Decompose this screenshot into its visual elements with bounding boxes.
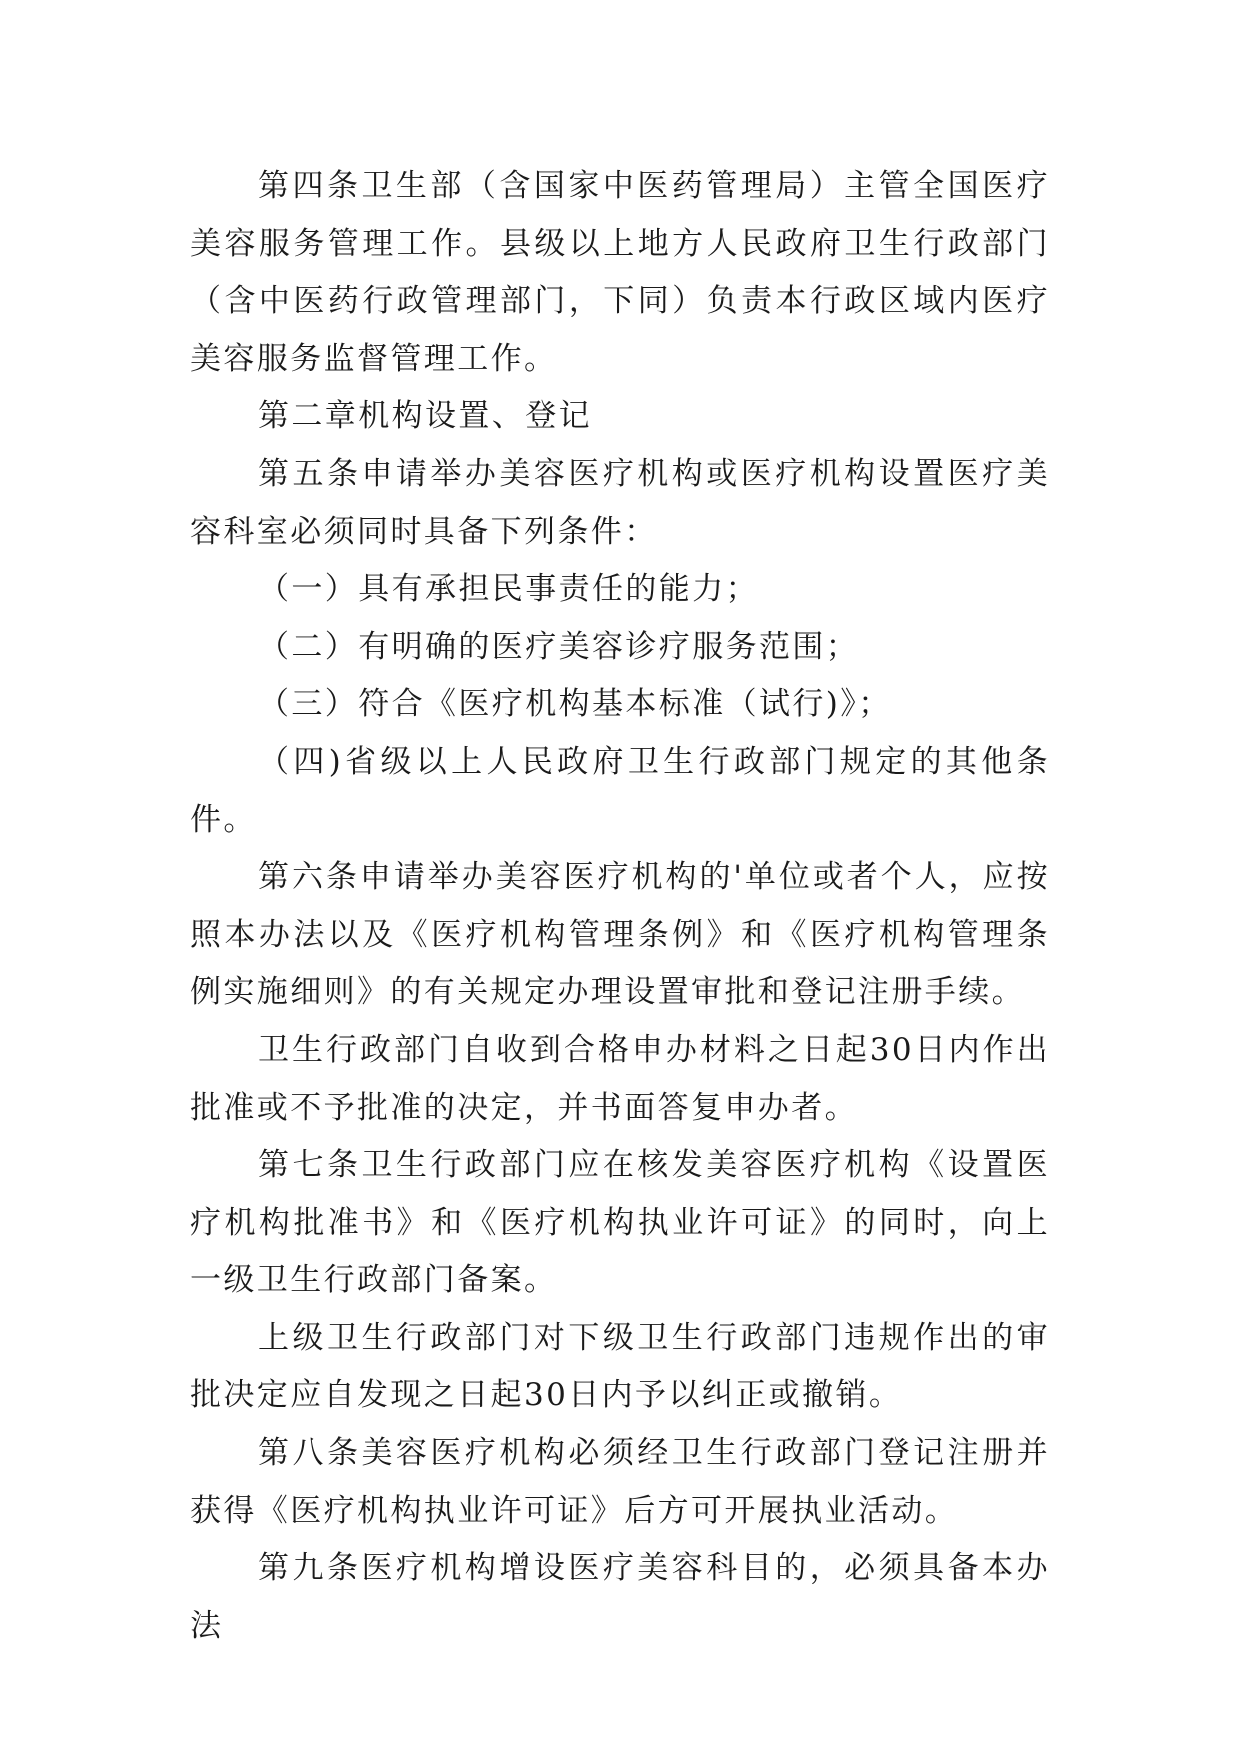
condition-item-4: （四)省级以上人民政府卫生行政部门规定的其他条件。	[190, 743, 1050, 838]
document-body	[190, 158, 1050, 1655]
condition-item-3: （三）符合《医疗机构基本标准（试行)》；	[258, 686, 892, 723]
article-7-paragraph: 第七条卫生行政部门应在核发美容医疗机构《设置医疗机构批准书》和《医疗机构执业许可证》的同时，向上一级卫生行政部门备案。	[190, 1147, 1050, 1299]
condition-item-1: （一）具有承担民事责任的能力；	[258, 571, 759, 608]
article-4-paragraph: 第四条卫生部（含国家中医药管理局）主管全国医疗美容服务管理工作。县级以上地方人民政府卫生行政部门（含中医药行政管理部门，下同）负责本行政区域内医疗美容服务监督管理工作。	[190, 168, 1050, 377]
condition-item-2: （二）有明确的医疗美容诊疗服务范围；	[258, 628, 860, 665]
article-8-paragraph: 第八条美容医疗机构必须经卫生行政部门登记注册并获得《医疗机构执业许可证》后方可开展执业活动。	[190, 1435, 1050, 1529]
article-6-approval-paragraph: 卫生行政部门自收到合格申办材料之日起30日内作出批准或不予批准的决定，并书面答复申办者。	[190, 1031, 1050, 1126]
chapter-2-heading: 第二章机构设置、登记	[258, 398, 592, 435]
article-5-paragraph: 第五条申请举办美容医疗机构或医疗机构设置医疗美容科室必须同时具备下列条件：	[190, 455, 1050, 550]
article-6-paragraph: 第六条申请举办美容医疗机构的'单位或者个人，应按照本办法以及《医疗机构管理条例》和《医疗机构管理条例实施细则》的有关规定办理设置审批和登记注册手续。	[190, 859, 1050, 1011]
article-9-paragraph: 第九条医疗机构增设医疗美容科目的，必须具备本办法	[190, 1550, 1050, 1644]
article-7-correction-paragraph: 上级卫生行政部门对下级卫生行政部门违规作出的审批决定应自发现之日起30日内予以纠正或撤销。	[190, 1319, 1050, 1414]
